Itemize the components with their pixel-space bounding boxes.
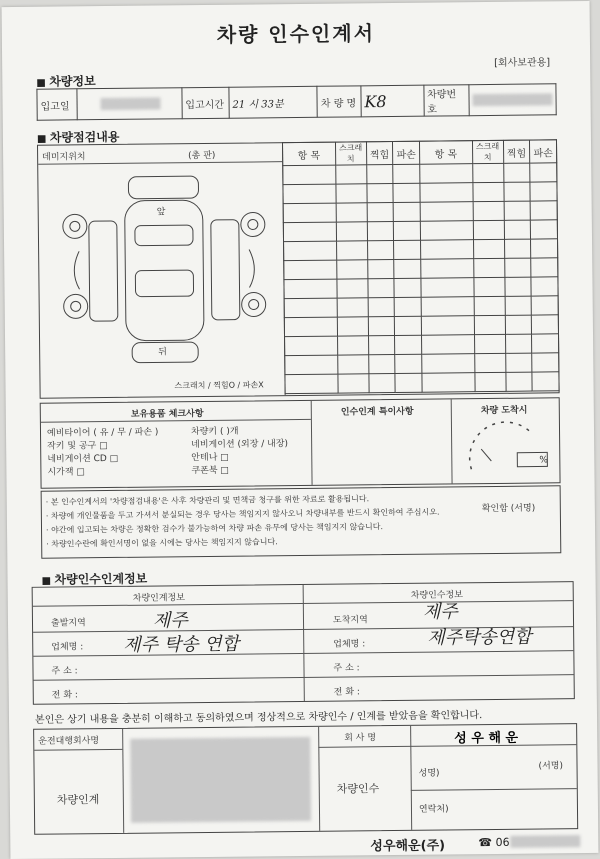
redacted-phone xyxy=(510,835,580,848)
vehicle-info-title: ■ 차량정보 xyxy=(36,72,95,90)
check-box xyxy=(40,397,561,488)
company-name-value: 성 우 해 운 xyxy=(454,730,519,747)
in-time-label: 입고시간 xyxy=(182,87,229,118)
contact-label: 연락처) xyxy=(418,804,449,815)
plate-value xyxy=(469,84,556,116)
document-title: 차량 인수인계서 xyxy=(216,21,376,47)
col-dent-2: 찍힘 xyxy=(503,140,530,163)
sign-table xyxy=(33,723,578,835)
spare-tire-item: 예비타이어 ( 유 / 무 / 파손 ) xyxy=(46,427,159,439)
handover-info-title: ■ 차량인수인계정보 xyxy=(41,570,147,588)
footer-company: 성우해운(주) xyxy=(370,838,446,855)
col-broken: 파손 xyxy=(393,141,420,164)
check-right-list xyxy=(191,425,288,478)
notice-item: · 야간에 입고되는 차량은 정확한 검수가 불가능하여 차량 파손 유무에 당사는 책임지지 않습니다. xyxy=(45,522,384,535)
left-company-value: 제주 탁송 연합 xyxy=(123,633,240,656)
take-over-header: 차량인수정보 xyxy=(410,590,463,601)
right-company-value: 제주탁송연합 xyxy=(427,626,532,649)
right-region-value: 제주 xyxy=(422,601,458,623)
left-phone-label: 전 화 : xyxy=(51,690,78,701)
col-item: 항 목 xyxy=(282,142,335,166)
handover-label: 차량인계 xyxy=(56,793,100,807)
coupon-book-item: 쿠폰북 □ xyxy=(191,465,229,477)
sign-name-label: 성명) xyxy=(418,768,440,779)
col-scratch: 스크래치 xyxy=(335,142,366,165)
model-label: 차 량 명 xyxy=(317,86,361,117)
notice-item: · 본 인수인계서의 '차량점검내용'은 사후 차량관리 및 면책금 청구를 위한 자료로 활용됩니다. xyxy=(45,494,370,507)
company-name-label: 회 사 명 xyxy=(344,733,377,744)
company-use-tag: [회사보관용] xyxy=(494,57,551,69)
footer-phone: ☎ 06 xyxy=(478,835,510,850)
left-address-label: 주 소 : xyxy=(51,666,78,677)
fuel-gauge-icon xyxy=(461,420,552,473)
transport-company-label: 운전대행회사명 xyxy=(38,736,100,747)
plate-label: 차량번호 xyxy=(423,85,469,116)
notice-box xyxy=(41,485,562,558)
diagram-header: (총 판) xyxy=(188,150,216,162)
front-label: 앞 xyxy=(156,207,166,218)
handover-table xyxy=(32,581,575,705)
right-company-label: 업체명 : xyxy=(333,639,366,650)
rear-label: 뒤 xyxy=(158,347,167,358)
diagram-legend: 스크래치 / 찍힘O / 파손X xyxy=(174,380,264,391)
handover-document xyxy=(2,1,599,859)
arrival-title: 차량 도착시 xyxy=(480,405,528,417)
in-date-label: 입고일 xyxy=(37,89,77,120)
check-title: 보유용품 체크사항 xyxy=(130,409,204,420)
fuel-percent: % xyxy=(539,455,548,466)
agreement-statement: 본인은 상기 내용을 충분히 이해하고 동의하였으며 정상적으로 차량인수 / 인계를 받았음을 확인합니다. xyxy=(34,710,483,726)
redacted-block xyxy=(130,737,311,823)
right-phone-label: 전 화 : xyxy=(333,687,360,698)
confirm-sign-label: 확인함 (서명) xyxy=(481,503,536,515)
navigation-item: 네비게이션 (외장 / 내장) xyxy=(191,439,289,451)
antenna-item: 안테나 □ xyxy=(191,452,229,464)
takeover-label: 차량인수 xyxy=(336,782,380,796)
notice-item: · 차량인수란에 확인서명이 없을 시에는 당사는 책임지지 않습니다. xyxy=(46,537,278,549)
car-diagram-icon xyxy=(58,169,270,371)
left-region-value: 제주 xyxy=(152,610,188,632)
hand-over-header: 차량인계정보 xyxy=(132,593,185,604)
col-broken-2: 파손 xyxy=(530,140,557,163)
right-region-label: 도착지역 xyxy=(332,615,368,626)
notice-item: · 차량에 개인물품을 두고 가셔서 분실되는 경우 당사는 책임지지 않사오니 차량내부를 반드시 확인하여 주십시오. xyxy=(45,507,440,521)
col-dent: 찍힘 xyxy=(366,142,393,165)
left-company-label: 업체명 : xyxy=(51,642,84,653)
in-time-value: 21 시 33분 xyxy=(229,86,318,118)
damage-grid xyxy=(282,139,560,394)
col-scratch-2: 스크래치 xyxy=(472,140,503,163)
inspection-title: ■ 차량점검내용 xyxy=(37,128,120,146)
col-item-2: 항 목 xyxy=(419,141,472,165)
sign-label: (서명) xyxy=(538,761,564,772)
navi-cd-item: 네비게이션 CD □ xyxy=(47,453,119,465)
car-key-item: 차량키 ( )개 xyxy=(190,426,239,438)
check-left-list xyxy=(47,426,159,479)
model-value: K8 xyxy=(361,85,424,117)
right-address-label: 주 소 : xyxy=(333,663,360,674)
left-region-label: 출발지역 xyxy=(50,618,86,629)
damage-location-label: 데미지위치 xyxy=(42,152,86,163)
special-notes-title: 인수인계 특이사항 xyxy=(340,406,414,418)
notice-list xyxy=(46,491,467,551)
in-date-value xyxy=(77,88,182,120)
cigar-jack-item: 시가잭 □ xyxy=(47,467,85,478)
jack-tools-item: 작키 및 공구 □ xyxy=(47,441,108,452)
vehicle-info-table xyxy=(36,83,556,120)
inspection-box xyxy=(37,139,560,398)
